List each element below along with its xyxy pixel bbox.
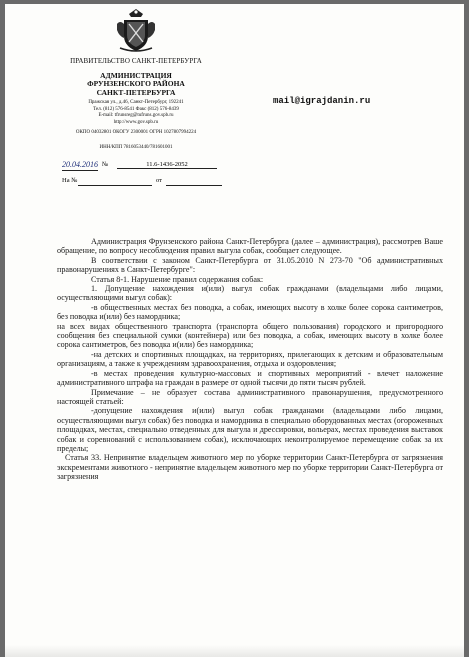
recipient-email: mail@igrajdanin.ru [273,96,371,106]
registration-line [62,161,232,173]
website-line: http://www.gov.spb.ru [113,119,159,125]
reference-label: На № [62,177,78,184]
administration-name [55,72,217,97]
admin-line: АДМИНИСТРАЦИЯ [100,71,172,80]
government-title: ПРАВИТЕЛЬСТВО САНКТ-ПЕТЕРБУРГА [70,57,202,65]
paragraph: В соответствии с законом Санкт-Петербурга от 31.05.2010 N 273-70 "Об административных правонарушениях в Санкт-Петербурге": [57,255,443,275]
paragraph: -в местах проведения культурно-массовых и спортивных мероприятий - влечет наложение административного штрафа на граждан в размере от одной тысячи до пяти тысяч рублей. [57,368,443,388]
letter-body [57,237,443,482]
paragraph: на всех видах общественного транспорта (транспорта общего пользования) городского и пригородного сообщения без специальной сумки (контейнера) или без поводка, а собак, имеющих высоту в холке более сорока сантиметров, без поводка и(или) без намордника; [57,321,443,350]
reference-line [62,177,232,187]
paragraph: Статья 8-1. Нарушение правил содержания собак: [91,274,264,284]
inn-kpp: ИНН/КПП 7816053440/781601001 [99,145,173,150]
admin-line: САНКТ-ПЕТЕРБУРГА [96,87,176,97]
paragraph: -на детских и спортивных площадках, на территориях, прилегающих к детским и образовательным организациям, а также к учреждениям здравоохранения, отдыха и оздоровления; [57,349,443,369]
from-underline [166,185,222,186]
paragraph: -допущение нахождения и(или) выгул собак гражданами (владельцами либо лицами, осуществляющими выгул собак) без поводка и намордника в специально оборудованных местах (огороженных площадках, местах, специально отведенных для выгула и дрессировки, вольерах, местах проведения выставок собак и соревнований с использованием собак), исключающих неконтролируемое перемещение собак за их пределы; [57,406,443,453]
paragraph: Статья 33. Непринятие владельцем животного мер по уборке территории Санкт-Петербурга от загрязнения экскрементами животного - непринятие владельцем животного мер по уборке территории Санкт-Петербурга от загрязнения [57,453,443,482]
document-page [5,4,464,657]
address-line: Пражская ул., д.46, Санкт-Петербург, 192241 [88,100,184,105]
registry-codes: ОКПО 04032801 ОКОГУ 2300001 ОГРН 1027807994224 [75,130,197,135]
admin-line: ФРУНЗЕНСКОГО РАЙОНА [87,79,185,89]
page-bottom-shadow [5,645,464,657]
date-underline [62,170,98,171]
address-block [55,100,217,126]
email-line: E-mail: tfrunsreg@tufruns.gov.spb.ru [98,113,174,118]
phone-line: Тел. (812) 576-8541 Факс (812) 576-8439 [93,106,179,112]
coat-of-arms-icon [115,8,157,54]
paragraph: 1. Допущение нахождения и(или) выгул собак гражданами (владельцами либо лицами, осуществляющими выгул собак): [57,284,443,303]
outgoing-number: 11.6-1436-2052 [117,161,217,169]
paragraph: Администрация Фрунзенского района Санкт-Петербурга (далее – администрация), рассмотрев Ваше обращение, по вопросу несоблюдения правил выгула собак, сообщает следующее. [57,237,443,256]
handwritten-date: 20.04.2016 [62,160,98,169]
from-label: от [156,177,163,184]
number-label: № [102,161,109,168]
paragraph: -в общественных местах без поводка, а собак, имеющих высоту в холке более сорока сантиметров, без поводка и(или) без намордника; [57,302,443,322]
reference-underline [78,185,152,186]
paragraph: Примечание – не образует состава административного правонарушения, предусмотренного настоящей статьей: [57,387,443,406]
